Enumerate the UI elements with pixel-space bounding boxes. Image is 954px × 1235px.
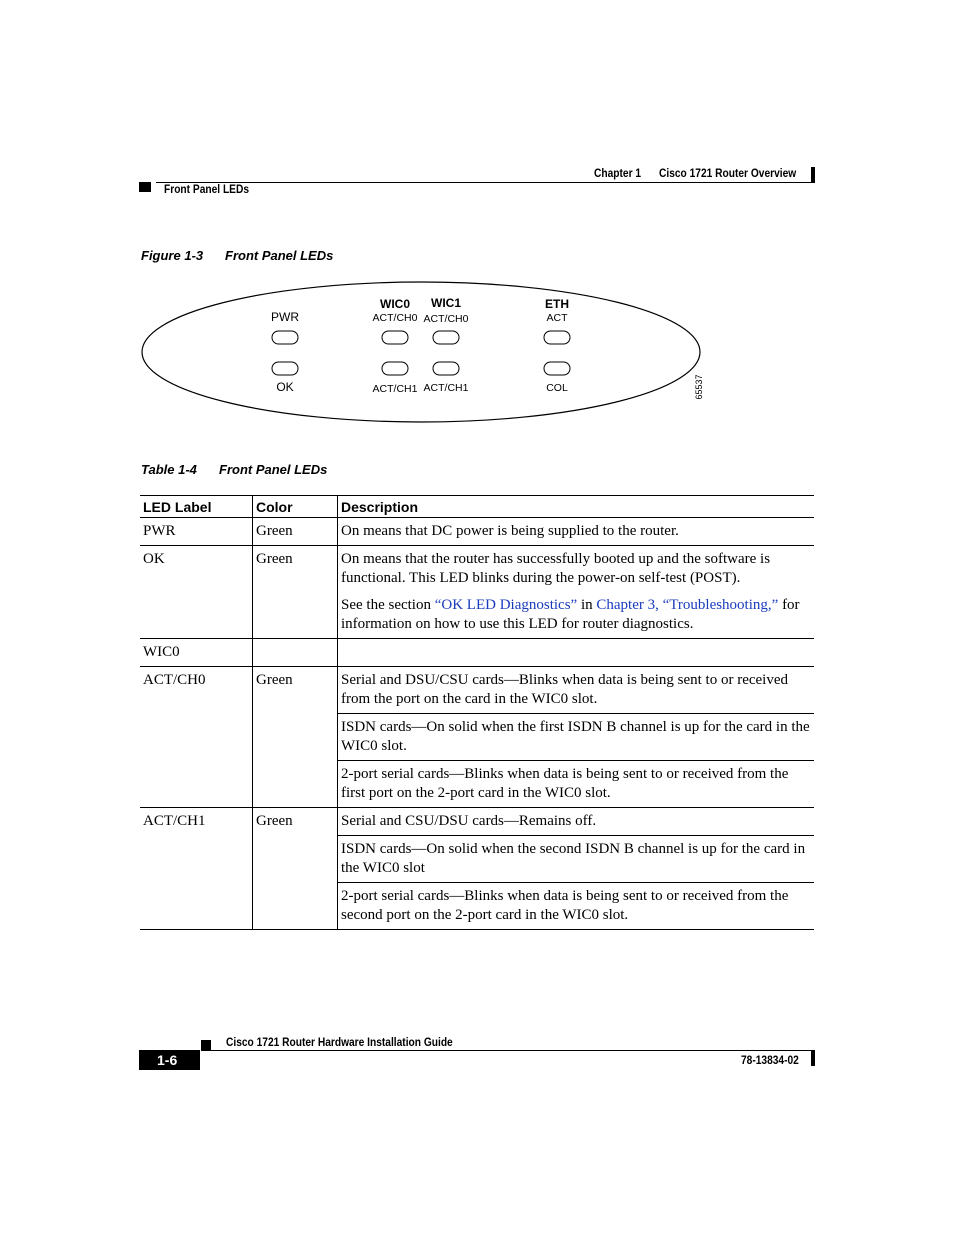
wic0-ch1-led bbox=[382, 362, 408, 375]
cell-led-label: WIC0 bbox=[140, 639, 253, 667]
ok-led bbox=[272, 362, 298, 375]
cell-color: Green bbox=[253, 808, 338, 930]
table-row bbox=[140, 639, 814, 667]
front-panel-diagram bbox=[130, 278, 720, 428]
cell-description: ISDN cards—On solid when the second ISDN B channel is up for the card in the WIC0 slot bbox=[338, 836, 815, 883]
wic1-bottom-label: ACT/CH1 bbox=[423, 382, 469, 394]
pwr-label: PWR bbox=[271, 310, 299, 324]
cell-led-label: OK bbox=[140, 546, 253, 639]
footer-square bbox=[201, 1040, 211, 1050]
cell-description: Serial and DSU/CSU cards—Blinks when data is being sent to or received from the port on the card in the WIC0 slot. bbox=[338, 667, 815, 714]
table-header-row bbox=[140, 496, 814, 518]
table-row bbox=[140, 518, 814, 546]
wic0-ch0-led bbox=[382, 331, 408, 344]
eth-col-led bbox=[544, 362, 570, 375]
cell-color: Green bbox=[253, 667, 338, 808]
figure-caption-number: Figure 1-3 bbox=[141, 248, 204, 263]
header-color: Color bbox=[253, 496, 338, 518]
header-rule bbox=[156, 182, 815, 183]
wic0-heading: WIC0 bbox=[380, 297, 410, 311]
table-caption-number: Table 1-4 bbox=[141, 462, 197, 477]
footer-bar bbox=[811, 1050, 815, 1066]
eth-heading: ETH bbox=[545, 297, 569, 311]
art-number: 65537 bbox=[694, 374, 704, 400]
description-paragraph: On means that the router has successfully booted up and the software is functional. This LED blinks during the power-on self-test (POST). bbox=[341, 551, 771, 586]
see-text-1: See the section bbox=[341, 597, 435, 613]
wic1-ch1-led bbox=[433, 362, 459, 375]
cell-led-label: ACT/CH1 bbox=[140, 808, 253, 930]
cell-description: On means that DC power is being supplied to the router. bbox=[338, 518, 815, 546]
header-description: Description bbox=[338, 496, 815, 518]
cell-description: ISDN cards—On solid when the first ISDN B channel is up for the card in the WIC0 slot. bbox=[338, 714, 815, 761]
panel-outline bbox=[142, 282, 700, 422]
header-led-label: LED Label bbox=[140, 496, 253, 518]
footer-page-number: 1-6 bbox=[157, 1052, 178, 1068]
see-text-2: in bbox=[577, 597, 597, 613]
cell-led-label: PWR bbox=[140, 518, 253, 546]
header-chapter-title: Cisco 1721 Router Overview bbox=[659, 166, 797, 180]
cell-description: Serial and CSU/DSU cards—Remains off. bbox=[338, 808, 815, 836]
header-chapter: Chapter 1 bbox=[594, 166, 642, 180]
cell-color bbox=[253, 639, 338, 667]
cell-description bbox=[338, 639, 815, 667]
cell-led-label: ACT/CH0 bbox=[140, 667, 253, 808]
table-row bbox=[140, 667, 814, 714]
wic1-ch0-led bbox=[433, 331, 459, 344]
table-row bbox=[140, 808, 814, 836]
footer-doc-number: 78-13834-02 bbox=[741, 1053, 799, 1067]
figure-caption-title: Front Panel LEDs bbox=[225, 248, 334, 263]
eth-act-led bbox=[544, 331, 570, 344]
see-text-3: for information on how to use this LED for router diagnostics. bbox=[341, 597, 800, 632]
header-section: Front Panel LEDs bbox=[164, 182, 250, 196]
cell-color: Green bbox=[253, 518, 338, 546]
eth-bottom-label: COL bbox=[546, 382, 568, 394]
footer-rule bbox=[201, 1050, 815, 1051]
header-bar bbox=[811, 167, 815, 183]
wic1-top-label: ACT/CH0 bbox=[423, 313, 469, 325]
footer-guide-title: Cisco 1721 Router Hardware Installation Guide bbox=[226, 1035, 453, 1049]
header-square bbox=[139, 182, 151, 192]
cell-color: Green bbox=[253, 546, 338, 639]
cell-description: 2-port serial cards—Blinks when data is being sent to or received from the second port on the 2-port card in the WIC0 slot. bbox=[338, 883, 815, 930]
table-row bbox=[140, 546, 814, 639]
wic0-top-label: ACT/CH0 bbox=[372, 312, 418, 324]
eth-top-label: ACT bbox=[546, 312, 568, 324]
ok-led-diagnostics-link[interactable]: “OK LED Diagnostics” bbox=[434, 597, 578, 613]
see-also-paragraph bbox=[341, 596, 811, 634]
led-table bbox=[140, 495, 814, 930]
table-caption-title: Front Panel LEDs bbox=[219, 462, 328, 477]
pwr-led bbox=[272, 331, 298, 344]
ok-label: OK bbox=[276, 380, 294, 394]
cell-description: 2-port serial cards—Blinks when data is being sent to or received from the first port on the 2-port card in the WIC0 slot. bbox=[338, 761, 815, 808]
cell-description bbox=[338, 546, 815, 639]
wic1-heading: WIC1 bbox=[431, 296, 461, 310]
chapter-3-troubleshooting-link[interactable]: Chapter 3, “Troubleshooting,” bbox=[596, 597, 779, 613]
wic0-bottom-label: ACT/CH1 bbox=[372, 383, 418, 395]
